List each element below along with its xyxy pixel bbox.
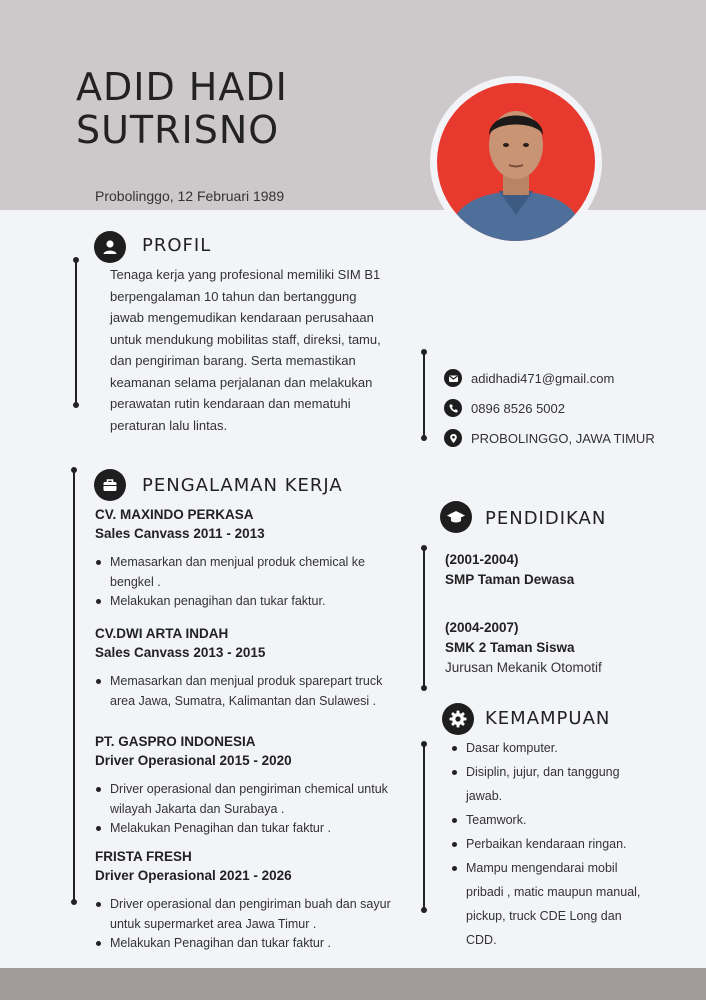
job-duties [95, 780, 395, 839]
education-school: SMP Taman Dewasa [445, 572, 575, 587]
candidate-name [76, 66, 288, 152]
job-duty: Memasarkan dan menjual produk chemical ke bengkel . [95, 553, 395, 592]
section-title-education: PENDIDIKAN [485, 508, 607, 529]
job-duties [95, 672, 395, 711]
job-role: Sales Canvass 2011 - 2013 [95, 526, 265, 541]
job-role: Driver Operasional 2015 - 2020 [95, 753, 292, 768]
timeline-contact [423, 352, 425, 438]
phone-icon [444, 399, 462, 417]
education-item [445, 550, 685, 590]
email-text[interactable]: adidhadi471@gmail.com [471, 370, 615, 386]
profile-summary: Tenaga kerja yang profesional memiliki SIM B1 berpengalaman 10 tahun dan bertanggung jawab mengemudikan kendaraan perusahaan untuk mendukung mobilitas staff, direksi, tamu, dan pengiriman barang. Serta memastikan keamanan selama perjalanan dan melakukan perawatan rutin kendaraan dan mematuhi peraturan lalu lintas. [110, 267, 381, 433]
timeline-profile [75, 260, 77, 405]
skill-item: Disiplin, jujur, dan tanggung jawab. [452, 760, 652, 808]
graduation-cap-icon [440, 501, 472, 533]
education-years: (2001-2004) [445, 552, 519, 567]
section-title-experience: PENGALAMAN KERJA [142, 475, 343, 496]
location-pin-icon [444, 429, 462, 447]
job-role: Sales Canvass 2013 - 2015 [95, 645, 266, 660]
job-role: Driver Operasional 2021 - 2026 [95, 868, 292, 883]
name-line-2: SUTRISNO [76, 108, 280, 152]
job-duties [95, 553, 395, 612]
skill-item: Mampu mengendarai mobil pribadi , matic maupun manual, pickup, truck CDE Long dan CDD. [452, 856, 652, 952]
contact-phone [444, 399, 565, 417]
education-major: Jurusan Mekanik Otomotif [445, 660, 602, 675]
job-duty: Melakukan Penagihan dan tukar faktur . [95, 819, 395, 839]
section-title-skills: KEMAMPUAN [485, 708, 611, 729]
footer-band [0, 968, 706, 1000]
education-item [445, 618, 685, 678]
birth-place-date: Probolinggo, 12 Februari 1989 [95, 188, 285, 204]
job-duty: Melakukan penagihan dan tukar faktur. [95, 592, 395, 612]
job-company: CV. MAXINDO PERKASA [95, 507, 254, 522]
job-item [95, 624, 395, 711]
job-item [95, 505, 395, 612]
job-company: CV.DWI ARTA INDAH [95, 626, 229, 641]
section-title-profile: PROFIL [142, 235, 212, 256]
photo-portrait [437, 83, 595, 241]
location-text: PROBOLINGGO, JAWA TIMUR [471, 430, 655, 446]
briefcase-icon [94, 469, 126, 501]
job-item [95, 847, 395, 954]
skills-list [452, 736, 652, 952]
person-icon [94, 231, 126, 263]
timeline-experience [73, 470, 75, 902]
skill-item: Dasar komputer. [452, 736, 652, 760]
skill-item: Perbaikan kendaraan ringan. [452, 832, 652, 856]
envelope-icon [444, 369, 462, 387]
education-years: (2004-2007) [445, 620, 519, 635]
job-duties [95, 895, 395, 954]
contact-location [444, 429, 655, 447]
job-company: PT. GASPRO INDONESIA [95, 734, 256, 749]
job-duty: Memasarkan dan menjual produk sparepart truck area Jawa, Sumatra, Kalimantan dan Sulawesi . [95, 672, 395, 711]
education-school: SMK 2 Taman Siswa [445, 640, 575, 655]
name-line-1: ADID HADI [76, 65, 288, 109]
skill-item: Teamwork. [452, 808, 652, 832]
job-item [95, 732, 395, 839]
job-company: FRISTA FRESH [95, 849, 192, 864]
timeline-skills [423, 744, 425, 910]
job-duty: Driver operasional dan pengiriman chemical untuk wilayah Jakarta dan Surabaya . [95, 780, 395, 819]
job-duty: Driver operasional dan pengiriman buah dan sayur untuk supermarket area Jawa Timur . [95, 895, 395, 934]
gear-icon [442, 703, 474, 735]
profile-photo [430, 76, 602, 248]
contact-email [444, 369, 614, 387]
job-duty: Melakukan Penagihan dan tukar faktur . [95, 934, 395, 954]
phone-text[interactable]: 0896 8526 5002 [471, 400, 565, 416]
timeline-education [423, 548, 425, 688]
